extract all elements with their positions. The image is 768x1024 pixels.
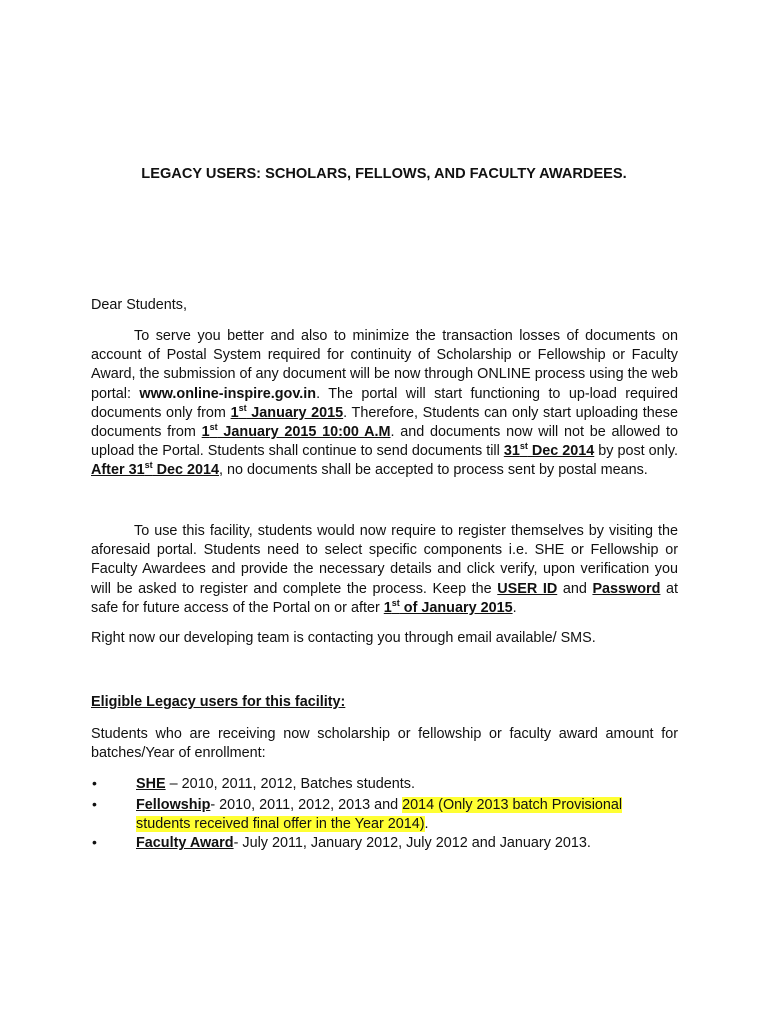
bullet-icon: • <box>92 796 97 812</box>
bullet-icon: • <box>92 834 97 850</box>
after-date: After 31st Dec 2014 <box>91 460 220 479</box>
eligibility-list: • SHE – 2010, 2011, 2012, Batches students. • Fellowship- 2010, 2011, 2012, 2013 and 2014 (Only 2013 batch Provisional students received final offer in the Year 2014). • Faculty Award- July 2011, January 2012, July 2012 and January 2013. <box>92 775 623 851</box>
eligible-heading: Eligible Legacy users for this facility: <box>91 694 346 710</box>
highlighted-note: 2014 (Only 2013 batch Provisional students received final offer in the Year 2014) <box>136 797 623 833</box>
paragraph-contact: Right now our developing team is contacting you through email available/ SMS. <box>91 630 596 646</box>
bullet-label-she: SHE <box>136 776 166 792</box>
paragraph-eligibility: Students who are receiving now scholarship or fellowship or faculty award amount for batches/Year of enrollment: <box>91 726 678 762</box>
bullet-icon: • <box>92 775 97 791</box>
portal-access-date: 1st of January 2015 <box>383 598 513 616</box>
password-text: Password <box>592 580 661 597</box>
paragraph-registration: To use this facility, students would now require to register themselves by visiting the aforesaid portal. Students need to select specific components i.e. SHE or Fellowship or Faculty Awardees and provide the necessary details and click verify, upon verification you will be asked to register and complete the process. Keep the USER ID and Password at safe for future access of the Portal on or after 1st of January 2015. <box>91 523 679 616</box>
start-date-2: 1st January 2015 10:00 A.M <box>201 422 391 441</box>
bullet-label-fellowship: Fellowship <box>136 797 211 813</box>
document-title: LEGACY USERS: SCHOLARS, FELLOWS, AND FACULTY AWARDEES. <box>141 166 627 182</box>
paragraph-portal-notice: To serve you better and also to minimize the transaction losses of documents on account of Postal System required for continuity of Scholarship or Fellowship or Faculty Award, the submission of any document will be now through ONLINE process using the web portal: www.online-inspire.gov.in. The portal will start functioning to up-load required documents only from 1st January 2015. Therefore, Students can only start uploading these documents from 1st January 2015 10:00 A.M. and documents now will not be allowed to upload the Portal. Students shall continue to send documents till 31st Dec 2014 by post only. After 31st Dec 2014, no documents shall be accepted to process sent by postal means. <box>91 328 678 479</box>
user-id-text: USER ID <box>497 580 558 597</box>
start-date-1: 1st January 2015 <box>230 403 344 421</box>
portal-url: www.online-inspire.gov.in <box>139 385 317 402</box>
bullet-label-faculty-award: Faculty Award <box>136 835 234 851</box>
postal-deadline-date: 31st Dec 2014 <box>503 441 595 460</box>
salutation: Dear Students, <box>91 297 187 313</box>
